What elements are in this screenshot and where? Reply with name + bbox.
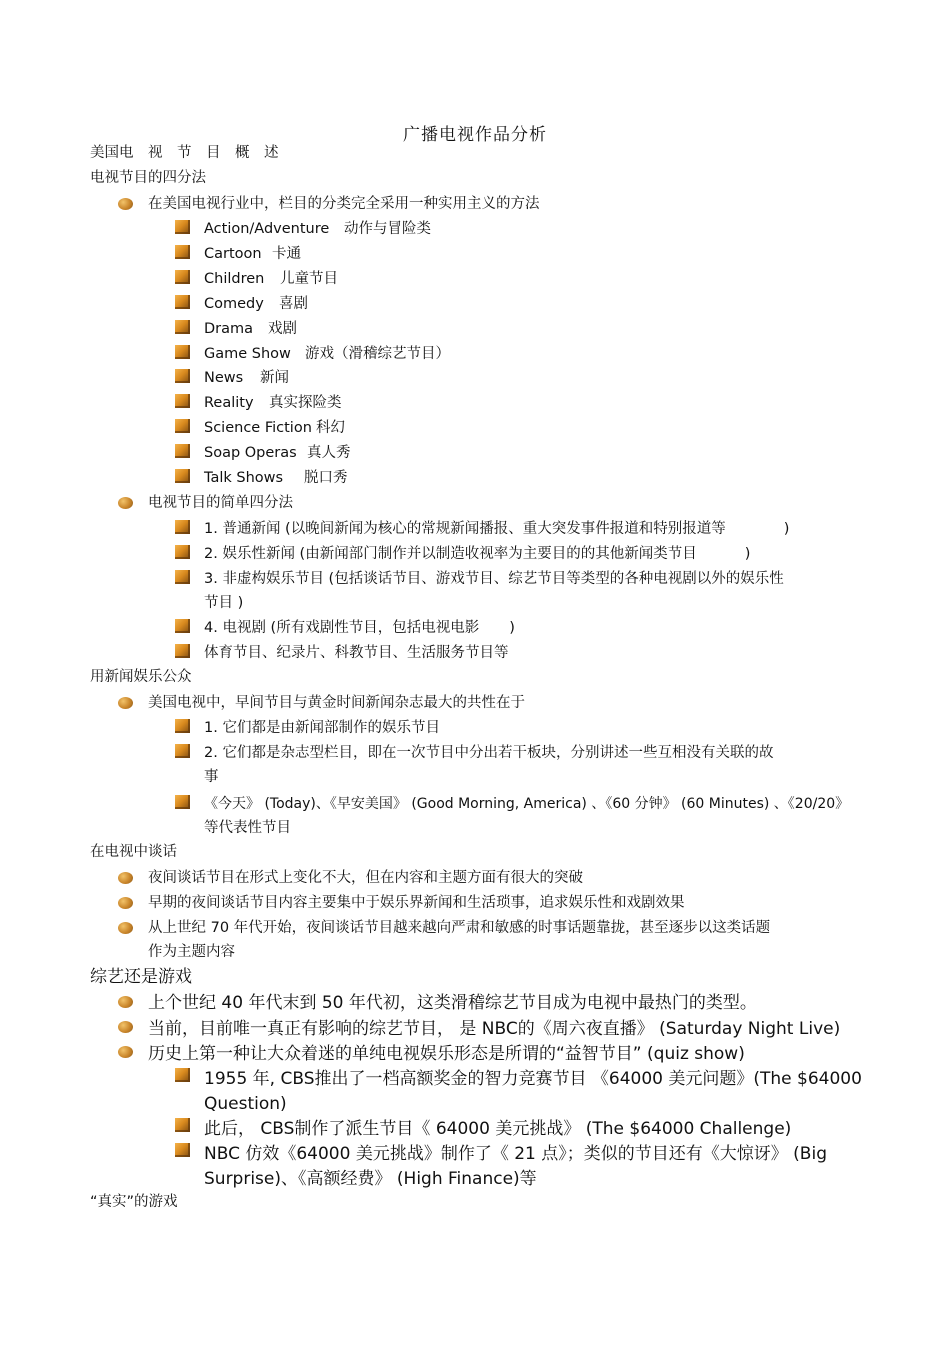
simple-item-2-close: ) <box>744 546 751 562</box>
simple-item-4-close: ) <box>509 620 515 636</box>
heading-overview: 美国电 视 节 目 概 述 <box>90 145 279 161</box>
simple-item-3-line-2: 节目 ) <box>204 595 244 611</box>
simple-item-1 <box>204 519 789 539</box>
genre-english: Science Fiction <box>204 420 312 436</box>
genre-chinese: 戏剧 <box>268 321 297 337</box>
heading-four-categories: 电视节目的四分法 <box>90 170 206 186</box>
morning-item-3-line-2: 等代表性节目 <box>204 820 291 836</box>
genre-english: Soap Operas <box>204 445 297 461</box>
square-bullet-icon <box>175 270 190 284</box>
quiz-item-3-line-2: Surprise)、《高额经费》 (High Finance)等 <box>204 1169 537 1189</box>
talk-item-3-line-2: 作为主题内容 <box>148 944 235 960</box>
genre-item <box>204 219 431 239</box>
square-bullet-icon <box>175 1118 190 1132</box>
square-bullet-icon <box>175 570 190 584</box>
heading-variety: 综艺还是游戏 <box>90 967 192 987</box>
talk-item-3-line-1: 从上世纪 70 年代开始，夜间谈话节目越来越向严肃和敏感的时事话题靠拢，甚至逐步以这类话题 <box>148 920 771 936</box>
genre-item <box>204 244 301 264</box>
square-bullet-icon <box>175 644 190 658</box>
genre-english: Cartoon <box>204 246 262 262</box>
genre-item <box>204 468 348 488</box>
round-bullet-icon <box>118 497 133 509</box>
simple-item-4 <box>204 618 515 638</box>
morning-item-2-line-2: 事 <box>204 769 219 785</box>
genre-english: Game Show <box>204 346 291 362</box>
genre-chinese: 新闻 <box>260 370 289 386</box>
quiz-item-1-line-1: 1955 年, CBS推出了一档高额奖金的智力竞赛节目 《64000 美元问题》(The $64000 <box>204 1069 862 1089</box>
simple-item-2-text: 2. 娱乐性新闻 (由新闻部门制作并以制造收视率为主要目的的其他新闻类节目 <box>204 546 697 562</box>
square-bullet-icon <box>175 1068 190 1082</box>
heading-reality-game: “真实”的游戏 <box>90 1194 178 1210</box>
talk-item-1: 夜间谈话节目在形式上变化不大，但在内容和主题方面有很大的突破 <box>148 870 583 886</box>
square-bullet-icon <box>175 345 190 359</box>
simple-item-5: 体育节目、纪录片、科教节目、生活服务节目等 <box>204 645 509 661</box>
square-bullet-icon <box>175 369 190 383</box>
genre-chinese: 真实探险类 <box>269 395 342 411</box>
simple-item-4-text: 4. 电视剧 (所有戏剧性节目，包括电视电影 <box>204 620 480 636</box>
genre-chinese: 脱口秀 <box>304 470 348 486</box>
round-bullet-icon <box>118 996 133 1008</box>
heading-talk: 在电视中谈话 <box>90 844 177 860</box>
round-bullet-icon <box>118 1021 133 1033</box>
square-bullet-icon <box>175 719 190 733</box>
talk-item-2: 早期的夜间谈话节目内容主要集中于娱乐界新闻和生活琐事，追求娱乐性和戏剧效果 <box>148 895 685 911</box>
genre-item <box>204 319 297 339</box>
morning-item-2-line-1: 2. 它们都是杂志型栏目，即在一次节目中分出若干板块，分别讲述一些互相没有关联的故 <box>204 745 774 761</box>
genre-chinese: 真人秀 <box>307 445 351 461</box>
square-bullet-icon <box>175 744 190 758</box>
square-bullet-icon <box>175 520 190 534</box>
square-bullet-icon <box>175 545 190 559</box>
genre-item <box>204 294 308 314</box>
morning-item-1: 1. 它们都是由新闻部制作的娱乐节目 <box>204 720 440 736</box>
square-bullet-icon <box>175 619 190 633</box>
square-bullet-icon <box>175 795 190 809</box>
square-bullet-icon <box>175 444 190 458</box>
genre-chinese: 卡通 <box>272 246 301 262</box>
round-bullet-icon <box>118 922 133 934</box>
round-bullet-icon <box>118 198 133 210</box>
square-bullet-icon <box>175 419 190 433</box>
genre-chinese: 动作与冒险类 <box>344 221 431 237</box>
genre-english: Action/Adventure <box>204 221 330 237</box>
genre-english: Talk Shows <box>204 470 284 486</box>
genre-item <box>204 443 351 463</box>
round-bullet-icon <box>118 872 133 884</box>
quiz-item-3-line-1: NBC 仿效《64000 美元挑战》制作了《 21 点》；类似的节目还有《大惊讶》 (Big <box>204 1144 827 1164</box>
genre-item <box>204 269 338 289</box>
simple-item-2 <box>204 544 750 564</box>
quiz-item-1-line-2: Question) <box>204 1094 287 1114</box>
square-bullet-icon <box>175 394 190 408</box>
round-bullet-icon <box>118 897 133 909</box>
genre-chinese: 游戏（滑稽综艺节目） <box>305 346 450 362</box>
genre-english: Reality <box>204 395 254 411</box>
genre-item <box>204 393 342 413</box>
bullet-industry: 在美国电视行业中，栏目的分类完全采用一种实用主义的方法 <box>148 196 540 212</box>
genre-english: News <box>204 370 244 386</box>
genre-item <box>204 418 345 438</box>
morning-item-3-line-1: 《今天》 (Today)、《早安美国》 (Good Morning, America) 、《60 分钟》 (60 Minutes) 、《20/20》 <box>204 796 850 812</box>
square-bullet-icon <box>175 1143 190 1157</box>
genre-english: Comedy <box>204 296 264 312</box>
genre-english: Children <box>204 271 265 287</box>
simple-item-1-text: 1. 普通新闻 (以晚间新闻为核心的常规新闻播报、重大突发事件报道和特别报道等 <box>204 521 726 537</box>
simple-item-3-line-1: 3. 非虚构娱乐节目 (包括谈话节目、游戏节目、综艺节目等类型的各种电视剧以外的娱乐性 <box>204 571 784 587</box>
bullet-morning: 美国电视中，早间节目与黄金时间新闻杂志最大的共性在于 <box>148 695 525 711</box>
square-bullet-icon <box>175 320 190 334</box>
square-bullet-icon <box>175 245 190 259</box>
variety-item-1: 上个世纪 40 年代末到 50 年代初，这类滑稽综艺节目成为电视中最热门的类型。 <box>148 993 757 1013</box>
genre-chinese: 儿童节目 <box>280 271 338 287</box>
document-title: 广播电视作品分析 <box>403 125 547 145</box>
genre-chinese: 喜剧 <box>279 296 308 312</box>
variety-item-3: 历史上第一种让大众着迷的单纯电视娱乐形态是所谓的“益智节目” (quiz show) <box>148 1044 745 1064</box>
round-bullet-icon <box>118 1046 133 1058</box>
square-bullet-icon <box>175 220 190 234</box>
genre-chinese: 科幻 <box>316 420 345 436</box>
heading-news-entertainment: 用新闻娱乐公众 <box>90 669 192 685</box>
variety-item-2: 当前，目前唯一真正有影响的综艺节目， 是 NBC的《周六夜直播》 (Saturday Night Live) <box>148 1019 841 1039</box>
simple-item-1-close: ) <box>783 521 790 537</box>
genre-english: Drama <box>204 321 254 337</box>
genre-item <box>204 368 289 388</box>
square-bullet-icon <box>175 295 190 309</box>
square-bullet-icon <box>175 469 190 483</box>
genre-item <box>204 344 450 364</box>
quiz-item-2: 此后， CBS制作了派生节目《 64000 美元挑战》 (The $64000 Challenge) <box>204 1119 792 1139</box>
bullet-simple-four: 电视节目的简单四分法 <box>148 495 293 511</box>
round-bullet-icon <box>118 697 133 709</box>
